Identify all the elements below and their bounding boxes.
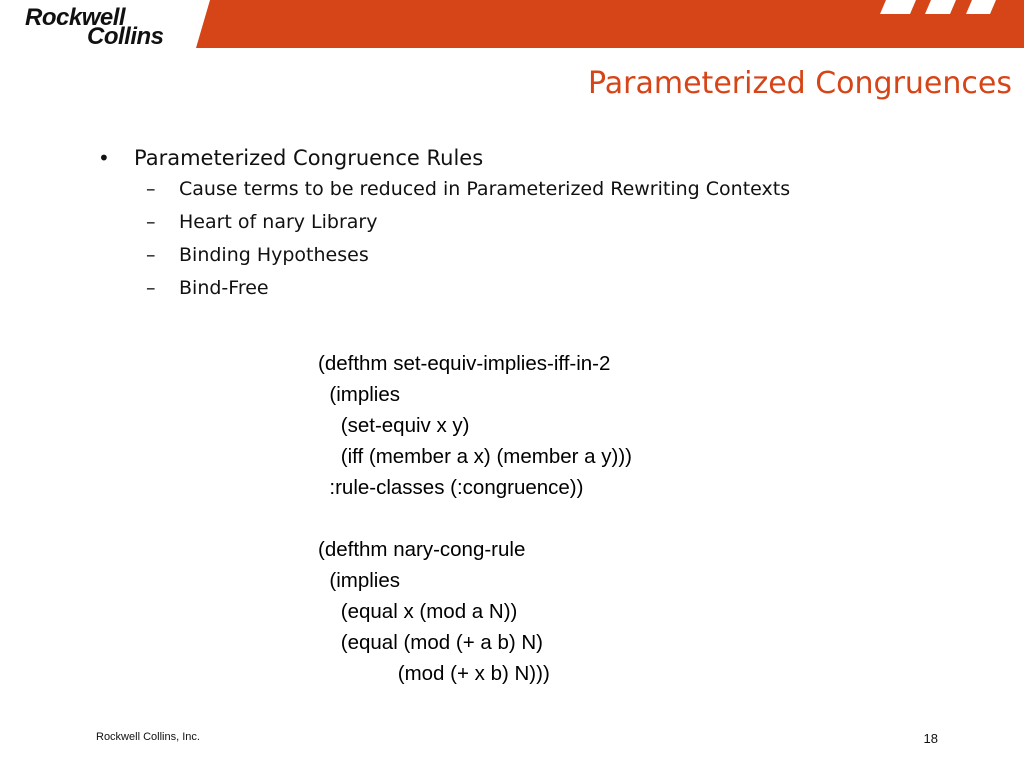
bullet-symbol: • — [98, 146, 110, 170]
rockwell-collins-logo — [25, 4, 185, 50]
code-listing — [318, 348, 632, 689]
sub-bullet-text: Bind-Free — [179, 277, 269, 299]
code-line: (implies — [318, 383, 401, 406]
bullet-text: Parameterized Congruence Rules — [134, 146, 484, 170]
code-spacer — [318, 503, 632, 534]
code-line: (iff (member a x) (member a y))) — [318, 445, 632, 468]
code-line: (equal x (mod a N)) — [318, 600, 518, 623]
logo-area — [0, 0, 215, 48]
sub-bullet-symbol: – — [146, 211, 156, 233]
header-stripe-1 — [880, 0, 916, 14]
page-number: 18 — [923, 731, 938, 746]
sub-bullet-symbol: – — [146, 244, 156, 266]
sub-bullet-text: Heart of nary Library — [179, 211, 378, 233]
sub-bullet-symbol: – — [146, 277, 156, 299]
footer-company: Rockwell Collins, Inc. — [96, 731, 200, 743]
code-line: (defthm nary-cong-rule — [318, 538, 526, 561]
logo-text-collins: Collins — [87, 23, 164, 50]
code-line: (equal (mod (+ a b) N) — [318, 631, 544, 654]
sub-bullet-text: Cause terms to be reduced in Parameterized Rewriting Contexts — [179, 178, 791, 200]
code-block-1 — [318, 348, 632, 503]
logo-text-rockwell: Rockwell — [25, 4, 126, 31]
sub-bullet-text: Binding Hypotheses — [179, 244, 369, 266]
code-line: (defthm set-equiv-implies-iff-in-2 — [318, 352, 611, 375]
code-block-2 — [318, 534, 632, 689]
code-line: (implies — [318, 569, 401, 592]
slide-title: Parameterized Congruences — [588, 66, 1012, 101]
header-bar — [196, 0, 1024, 48]
sub-bullet-symbol: – — [146, 178, 156, 200]
code-line: (mod (+ x b) N))) — [318, 662, 550, 685]
header-bar-shape — [196, 0, 1024, 48]
code-line: (set-equiv x y) — [318, 414, 470, 437]
code-line: :rule-classes (:congruence)) — [318, 476, 584, 499]
